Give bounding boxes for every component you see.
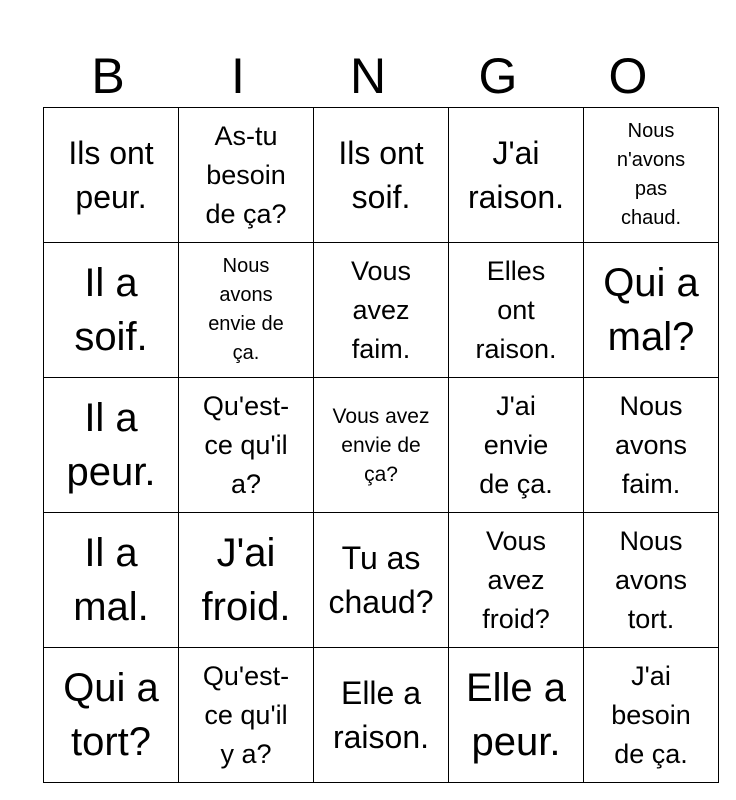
bingo-cell-text: Elle a peur. <box>465 666 567 764</box>
bingo-cell[interactable] <box>44 108 179 243</box>
bingo-cell[interactable] <box>314 378 449 513</box>
bingo-cell-text: J'ai raison. <box>467 135 565 215</box>
bingo-row <box>44 648 719 783</box>
bingo-cell[interactable] <box>44 648 179 783</box>
bingo-cell[interactable] <box>584 108 719 243</box>
bingo-cell[interactable] <box>449 243 584 378</box>
bingo-cell-text: Nous avons tort. <box>614 525 688 634</box>
bingo-cell-text: Vous avez faim. <box>350 255 412 364</box>
bingo-header <box>43 44 693 108</box>
bingo-cell[interactable] <box>314 243 449 378</box>
bingo-cell-text: Qu'est- ce qu'il a? <box>202 390 290 499</box>
bingo-cell[interactable] <box>44 243 179 378</box>
header-letter-n: N <box>349 48 387 104</box>
bingo-cell-text: Nous n'avons pas chaud. <box>616 120 686 229</box>
bingo-cell-text: Il a soif. <box>74 261 148 359</box>
bingo-cell[interactable] <box>314 108 449 243</box>
header-letter-g: G <box>478 48 518 104</box>
bingo-cell-text: Qu'est- ce qu'il y a? <box>202 660 290 769</box>
bingo-cell-text: As-tu besoin de ça? <box>205 120 287 229</box>
bingo-grid <box>43 107 719 783</box>
bingo-cell-text: Vous avez froid? <box>482 525 550 634</box>
bingo-cell[interactable] <box>584 243 719 378</box>
bingo-cell-text: Nous avons envie de ça. <box>208 255 284 364</box>
bingo-cell-text: Qui a mal? <box>603 261 699 359</box>
bingo-cell[interactable] <box>584 648 719 783</box>
bingo-cell-text: J'ai froid. <box>201 531 291 629</box>
bingo-cell-text: Elles ont raison. <box>475 255 557 364</box>
bingo-cell[interactable] <box>179 648 314 783</box>
bingo-cell[interactable] <box>179 513 314 648</box>
bingo-cell[interactable] <box>179 243 314 378</box>
bingo-cell[interactable] <box>44 513 179 648</box>
bingo-row <box>44 513 719 648</box>
bingo-cell-text: Il a mal. <box>73 531 149 629</box>
bingo-cell[interactable] <box>449 108 584 243</box>
bingo-cell-text: Elle a raison. <box>332 675 430 755</box>
bingo-cell-text: Il a peur. <box>66 396 156 494</box>
bingo-cell[interactable] <box>449 648 584 783</box>
bingo-cell[interactable] <box>44 378 179 513</box>
bingo-cell[interactable] <box>314 513 449 648</box>
bingo-cell-text: Tu as chaud? <box>328 540 434 620</box>
bingo-cell-text: Vous avez envie de ça? <box>332 404 430 486</box>
bingo-cell[interactable] <box>449 378 584 513</box>
bingo-cell-text: Ils ont peur. <box>68 135 154 215</box>
bingo-cell-text: Ils ont soif. <box>338 135 424 215</box>
header-letter-o: O <box>608 48 648 104</box>
bingo-cell[interactable] <box>449 513 584 648</box>
bingo-row <box>44 378 719 513</box>
bingo-cell[interactable] <box>179 378 314 513</box>
bingo-cell[interactable] <box>584 378 719 513</box>
bingo-row <box>44 243 719 378</box>
bingo-cell[interactable] <box>584 513 719 648</box>
header-letter-i: I <box>231 48 245 104</box>
header-letter-b: B <box>91 48 125 104</box>
bingo-cell-text: Qui a tort? <box>63 666 159 764</box>
bingo-cell-text: Nous avons faim. <box>614 390 688 499</box>
bingo-cell[interactable] <box>179 108 314 243</box>
bingo-cell-text: J'ai envie de ça. <box>479 390 553 499</box>
bingo-cell[interactable] <box>314 648 449 783</box>
bingo-row <box>44 108 719 243</box>
bingo-cell-text: J'ai besoin de ça. <box>611 660 691 769</box>
